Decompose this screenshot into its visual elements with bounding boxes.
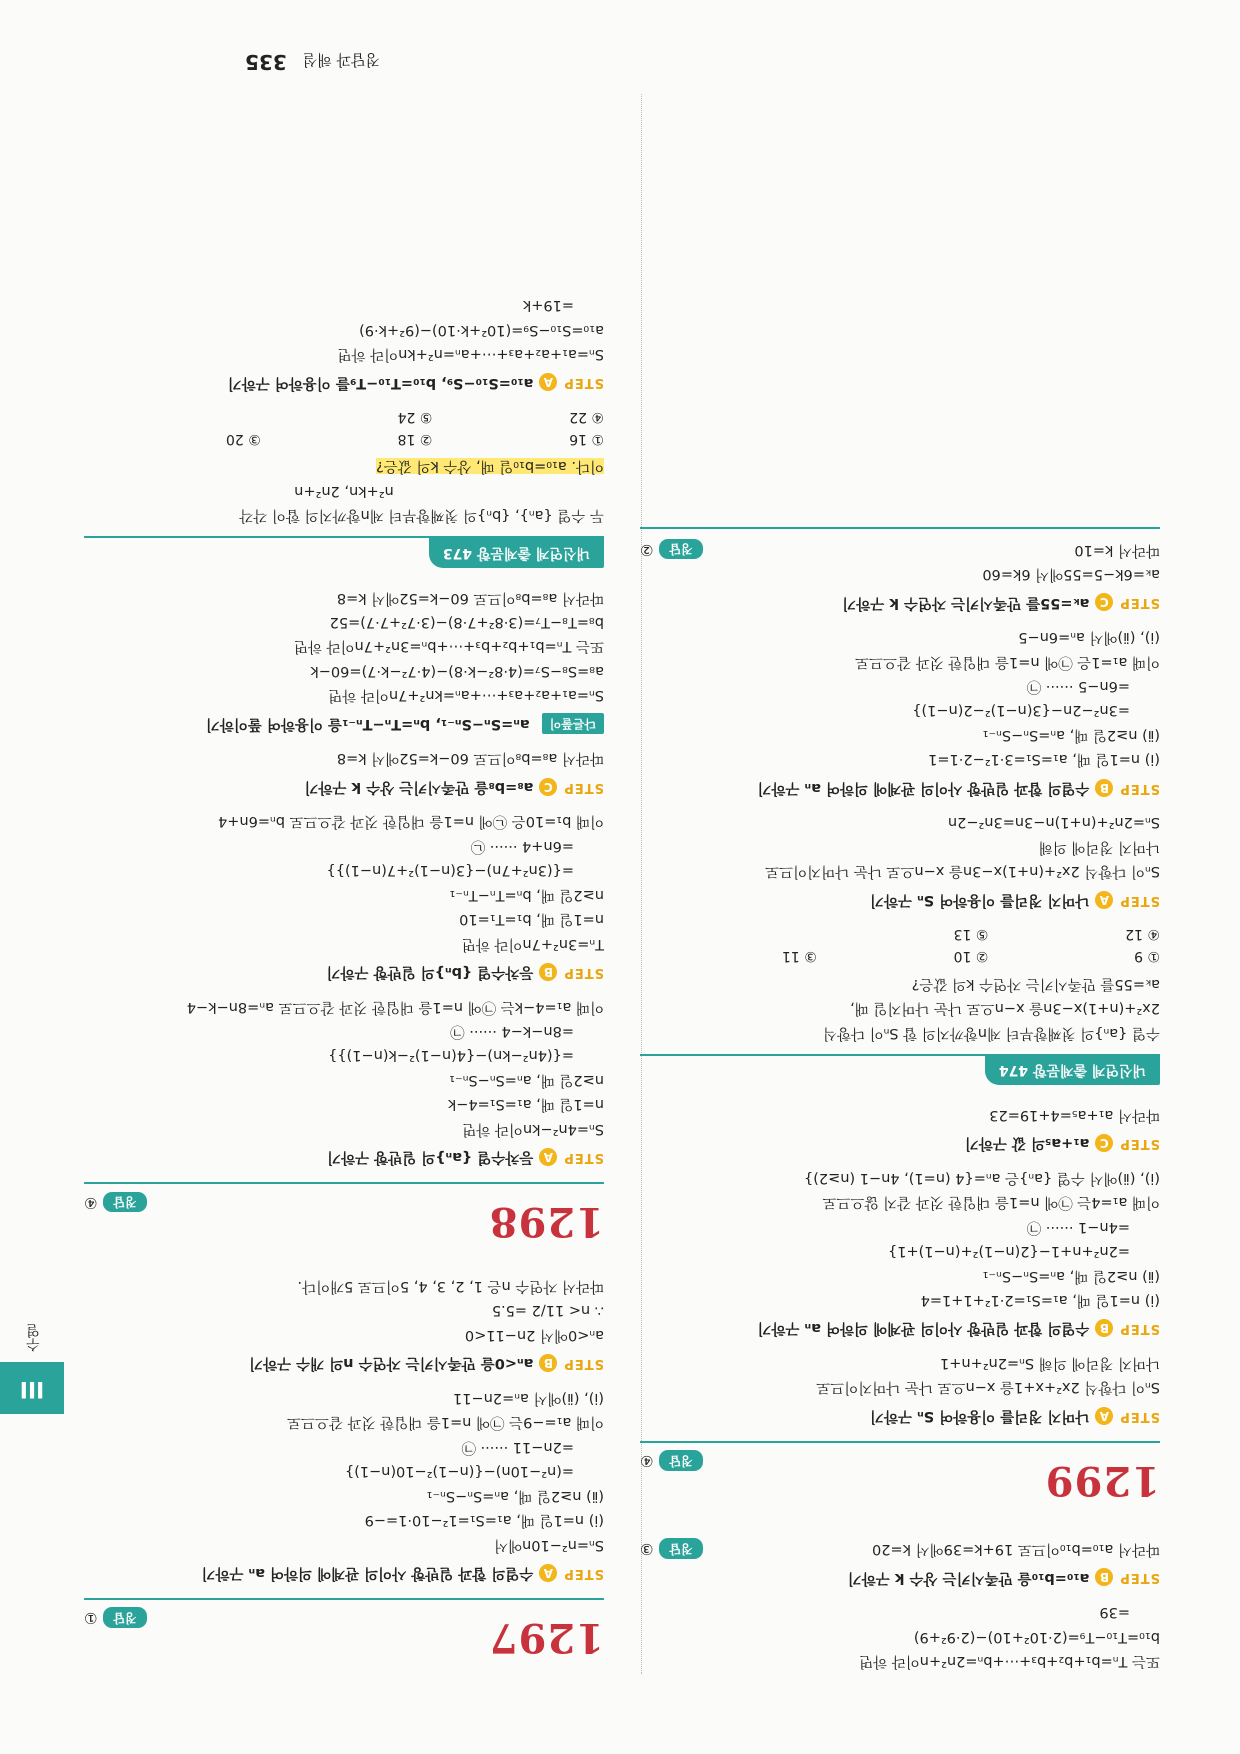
page-footer: [245, 50, 380, 74]
step-c: STEP C aₖ=55를 만족시키는 자연수 k 구하기: [640, 591, 1160, 613]
chapter-subject: 수열: [26, 1324, 42, 1352]
answer-value: ④: [640, 1452, 654, 1471]
solution-lines: [84, 810, 604, 955]
solution-line: Sₙ=a₁+a₂+a₃+⋯+aₙ=kn²+7n이라 하면: [328, 687, 604, 704]
step-title: 수열의 합과 일반항 사이의 관계에 의하여 aₙ 구하기: [757, 1320, 1090, 1337]
problem-number: 1297: [488, 1614, 604, 1661]
solution-line: a₁₀=S₁₀−S₉=(10²+k·10)−(9²+k·9): [359, 321, 604, 338]
choice-1[interactable]: ① 9: [1134, 948, 1160, 965]
solution-line: 따라서 a₈=b₈이므로 60−k=52에서 k=8: [336, 750, 604, 767]
answer-value: ④: [84, 1193, 98, 1212]
problem-number: 1299: [1044, 1456, 1160, 1504]
solution-line: =19+k: [522, 297, 574, 314]
step-c: STEP C a₁+a₅의 값 구하기: [640, 1132, 1160, 1154]
choice-2[interactable]: ② 18: [397, 430, 433, 447]
solution-line: a₈=S₈−S₇=(4·8²−k·8)−(4·7²−k·7)=60−k: [310, 662, 604, 679]
solution-line: n≥2일 때, bₙ=Tₙ−Tₙ₋₁: [449, 886, 604, 903]
linked-problem-label: 내신연계 출제문항 473: [429, 536, 604, 568]
solution-line: (ⅰ) n=1일 때, a₁=S₁=1²−10·1=−9: [364, 1512, 604, 1529]
choice-4[interactable]: ④ 22: [569, 409, 604, 426]
solution-lines: [84, 586, 604, 706]
left-column: [640, 525, 1160, 1674]
solution-line: 이때 a₁=−9는 ㉠에 n=1을 대입한 것과 같으므로: [286, 1414, 604, 1431]
solution-line: (ⅰ) n=1일 때, a₁=S₁=2·1²+1+1=4: [920, 1292, 1160, 1308]
problem-1297-header: [84, 1598, 604, 1668]
step-a: STEP A 나머지 정리를 이용하여 Sₙ 구하기: [640, 1404, 1160, 1426]
solution-line: =6n+4 ······ ㉡: [470, 837, 574, 854]
footer-title: 정답과 해설: [302, 51, 380, 69]
step-c: STEP C a₈=b₈을 만족시키는 상수 k 구하기: [84, 775, 604, 797]
step-title: 등차수열 {aₙ}의 일반항 구하기: [327, 1149, 534, 1166]
solution-lines: [640, 626, 1160, 771]
step-title: 수열의 합과 일반항 사이의 관계에 의하여 aₙ 구하기: [757, 779, 1090, 796]
solution-line: =8n−k−4 ······ ㉠: [450, 1023, 574, 1040]
solution-lines: [640, 1351, 1160, 1398]
solution-line: n=1일 때, b₁=T₁=10: [459, 911, 604, 928]
step-title: 나머지 정리를 이용하여 Sₙ 구하기: [870, 1407, 1090, 1424]
answer: [84, 1190, 147, 1213]
step-b: STEP B aₙ<0을 만족시키는 자연수 n의 개수 구하기: [84, 1352, 604, 1374]
step-b: STEP B 수열의 합과 일반항 사이의 관계에 의하여 aₙ 구하기: [640, 776, 1160, 798]
step-a: STEP A 등차수열 {aₙ}의 일반항 구하기: [84, 1146, 604, 1168]
step-title: a₁+a₅의 값 구하기: [964, 1135, 1090, 1152]
choice-4[interactable]: ④ 12: [1125, 926, 1160, 943]
other-solution-title: 다른풀이 aₙ=Sₙ−Sₙ₋₁, bₙ=Tₙ−Tₙ₋₁을 이용하여 풀이하기: [84, 712, 604, 734]
question-lines: [84, 455, 604, 526]
solution-line: ={(4n²−kn)−{4(n−1)²−k(n−1)}}: [328, 1047, 574, 1064]
answer-value: ③: [640, 1540, 654, 1559]
solution-line: 이때 a₁=1은 ㉠에 n=1을 대입한 것과 같으므로: [855, 653, 1160, 670]
solution-line: aₙ<0에서 2n−11<0: [464, 1326, 604, 1343]
question-line: 이다. a₁₀=b₁₀일 때, 상수 k의 값은?: [376, 458, 604, 475]
solution-line: n=1일 때, a₁=S₁=4−k: [447, 1096, 604, 1113]
choice-5[interactable]: ⑤ 13: [953, 926, 989, 943]
solution-line: =6n−5 ······ ㉠: [1026, 678, 1130, 695]
solution-lines: [84, 1386, 604, 1555]
choice-3[interactable]: ③ 20: [225, 430, 261, 447]
solution-line: ={(3n²+7n)−{3(n−1)²+7(n−1)}}: [326, 862, 574, 879]
solution-line: (ⅱ) n≥2일 때, aₙ=Sₙ−Sₙ₋₁: [982, 726, 1160, 743]
question-line: 수열 {aₙ}의 첫째항부터 제n항까지의 합 Sₙ이 다항식: [822, 1024, 1160, 1041]
linked-problem-474: [640, 1054, 1160, 1086]
choice-1[interactable]: ① 16: [569, 430, 604, 447]
question-line: 2x²+(n+1)x−3n을 x−n으로 나눈 나머지일 때,: [850, 1000, 1160, 1017]
problem-number: 1298: [488, 1198, 604, 1246]
solution-line: 이때 a₁=4는 ㉠에 n=1을 대입한 것과 같지 않으므로: [822, 1194, 1160, 1211]
solution-line: Sₙ=a₁+a₂+a₃+⋯+aₙ=n²+kn이라 하면: [337, 346, 604, 363]
chapter-roman: III: [0, 1362, 64, 1414]
solution-line: 또는 Tₙ=b₁+b₂+b₃+⋯+bₙ=2n²+n이라 하면: [859, 1653, 1160, 1669]
solution-line: 따라서 a₁₀=b₁₀이므로 19+k=39에서 k=20 정답 ③: [640, 1537, 1160, 1560]
choice-2[interactable]: ② 10: [953, 948, 989, 965]
answer-value: ②: [640, 540, 654, 559]
solution-line: b₈=T₈−T₇=(3·8²+7·8)−(3·7²+7·7)=52: [329, 614, 604, 630]
answer-choices: [640, 923, 1160, 966]
solution-line: (ⅱ) n≥2일 때, aₙ=Sₙ−Sₙ₋₁: [982, 1267, 1160, 1284]
step-title: 등차수열 {bₙ}의 일반항 구하기: [326, 964, 534, 981]
solution-line: 따라서 a₈=b₈이므로 60−k=52에서 k=8: [336, 589, 604, 606]
answer-badge: 정답: [659, 539, 702, 560]
solution-line: 이때 a₁=4−k는 ㉠에 n=1을 대입한 것과 같으므로 aₙ=8n−k−4: [186, 998, 604, 1015]
solution-line: =3n²−2n−{3(n−1)²−2(n−1)}: [912, 702, 1130, 719]
answer: [640, 1449, 703, 1472]
step-title: aₙ<0을 만족시키는 자연수 n의 개수 구하기: [249, 1355, 534, 1372]
solution-line: Tₙ=3n²+7n이라 하면: [461, 935, 604, 952]
solution-lines: [640, 811, 1160, 882]
solution-line: 나머지 정리에 의해: [1038, 838, 1160, 855]
solution-line: 나머지 정리에 의해 Sₙ=2n²+n+1: [940, 1354, 1160, 1371]
right-column: [84, 292, 604, 1674]
problem-1299-header: [640, 1441, 1160, 1511]
step-title: aₖ=55를 만족시키는 자연수 k 구하기: [842, 594, 1090, 611]
solution-line: aₖ=6k−5=55에서 6k=60: [982, 566, 1160, 583]
step-title: a₁₀=S₁₀−S₉, b₁₀=T₁₀−T₉를 이용하여 구하기: [227, 374, 534, 391]
answer-badge: 정답: [659, 1450, 702, 1471]
solution-lines: [640, 1166, 1160, 1311]
problem-1298-header: [84, 1182, 604, 1252]
answer-badge: 정답: [103, 1192, 146, 1213]
question-lines: [640, 972, 1160, 1043]
step-title: 수열의 합과 일반항 사이의 관계에 의하여 aₙ 구하기: [201, 1565, 534, 1581]
step-b: STEP B 수열의 합과 일반항 사이의 관계에 의하여 aₙ 구하기: [640, 1317, 1160, 1339]
solution-line: Sₙ=2n²+(n+1)n−3n=3n²−2n: [947, 814, 1160, 831]
answer-badge: 정답: [103, 1607, 146, 1628]
choice-5[interactable]: ⑤ 24: [397, 409, 433, 426]
solution-line: (ⅰ), (ⅱ)에서 aₙ=2n−11: [453, 1389, 604, 1406]
solution-line: (ⅰ) n=1일 때, a₁=S₁=3·1²−2·1=1: [928, 751, 1160, 768]
question-line: n²+kn, 2n²+n: [294, 482, 394, 499]
other-solution-tag: 다른풀이: [542, 713, 604, 734]
solution-line: =2n−11 ······ ㉠: [461, 1438, 574, 1455]
solution-line: =39: [1099, 1604, 1130, 1621]
solution-line: 또는 Tₙ=b₁+b₂+b₃+⋯+bₙ=3n²+7n이라 하면: [293, 638, 604, 655]
step-b: STEP B 등차수열 {bₙ}의 일반항 구하기: [84, 961, 604, 983]
step-a: STEP A a₁₀=S₁₀−S₉, b₁₀=T₁₀−T₉를 이용하여 구하기: [84, 371, 604, 393]
solution-line: n≥2일 때, aₙ=Sₙ−Sₙ₋₁: [449, 1071, 604, 1088]
solution-line: =2n²+n+1−{2(n−1)²+(n−1)+1}: [887, 1243, 1130, 1260]
solution-line: 따라서 자연수 n은 1, 2, 3, 4, 5이므로 5개이다.: [297, 1277, 604, 1294]
solution-line: ∴ n< 11/2 =5.5: [491, 1302, 604, 1319]
linked-problem-label: 내신연계 출제문항 474: [985, 1054, 1160, 1086]
step-b: STEP B a₁₀=b₁₀을 만족시키는 상수 k 구하기: [640, 1566, 1160, 1588]
solution-lines: [640, 527, 1160, 585]
question-line: aₖ=55를 만족시키는 자연수 k의 값은?: [911, 975, 1160, 992]
chapter-tab[interactable]: [0, 1264, 64, 1414]
solution-line: Sₙ=4n²−kn이라 하면: [462, 1120, 604, 1137]
step-a: STEP A 나머지 정리를 이용하여 Sₙ 구하기: [640, 888, 1160, 910]
solution-line: (ⅰ), (ⅱ)에서 수열 {aₙ}은 aₙ={4 (n=1), 4n−1 (n≥2)}: [804, 1169, 1160, 1186]
answer-badge: 정답: [659, 1538, 702, 1559]
solution-line: Sₙ=n²−10n에서: [494, 1536, 604, 1553]
solution-line: (ⅰ), (ⅱ)에서 aₙ=6n−5: [1018, 629, 1160, 646]
page-number: 335: [245, 50, 287, 74]
step-title: 나머지 정리를 이용하여 Sₙ 구하기: [870, 891, 1090, 908]
solution-line: Sₙ이 다항식 2x²+x+1을 x−n으로 나눈 나머지이므로: [816, 1379, 1160, 1396]
question-line: 두 수열 {aₙ}, {bₙ}의 첫째항부터 제n항까지의 합이 각각: [239, 507, 604, 524]
solution-line: b₁₀=T₁₀−T₉=(2·10²+10)−(2·9²+9): [913, 1628, 1160, 1645]
solution-line: 따라서 k=10 정답 ②: [640, 527, 1160, 560]
choice-3[interactable]: ③ 11: [781, 948, 817, 965]
solution-lines: [640, 1601, 1160, 1672]
solution-lines: [84, 294, 604, 365]
solution-line: =4n−1 ······ ㉠: [1026, 1218, 1130, 1235]
answer-value: ①: [84, 1609, 98, 1628]
solution-line: =(n²−10n)−{(n−1)²−10(n−1)}: [344, 1463, 574, 1480]
answer-choices: [84, 406, 604, 449]
solution-line: 따라서 a₁+a₅=4+19=23: [989, 1106, 1160, 1123]
step-a: STEP A 수열의 합과 일반항 사이의 관계에 의하여 aₙ 구하기: [84, 1562, 604, 1584]
linked-problem-473: [84, 536, 604, 568]
solution-lines: [84, 1274, 604, 1345]
solution-lines: [84, 995, 604, 1140]
step-title: a₁₀=b₁₀을 만족시키는 상수 k 구하기: [847, 1569, 1090, 1586]
solution-line: (ⅱ) n≥2일 때, aₙ=Sₙ−Sₙ₋₁: [426, 1487, 604, 1504]
step-title: a₈=b₈을 만족시키는 상수 k 구하기: [304, 778, 534, 795]
solution-line: Sₙ이 다항식 2x²+(n+1)x−3n을 x−n으로 나눈 나머지이므로: [765, 863, 1160, 880]
answer: [84, 1606, 147, 1629]
solution-line: 이때 b₁=10은 ㉡에 n=1을 대입한 것과 같으므로 bₙ=6n+4: [218, 813, 604, 830]
